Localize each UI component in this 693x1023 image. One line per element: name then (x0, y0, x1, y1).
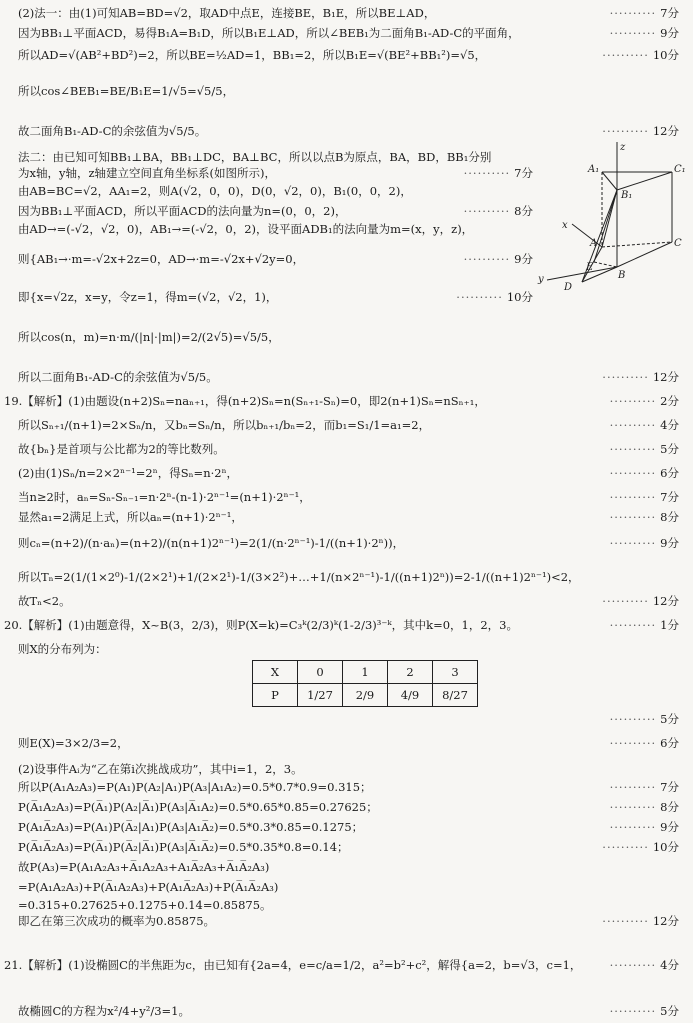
table-cell: 1/27 (298, 684, 343, 707)
table-cell: X (253, 661, 298, 684)
figure-label: B₁ (621, 190, 633, 201)
table-cell: 2/9 (343, 684, 388, 707)
figure-label: E (586, 262, 594, 273)
figure-label: y (538, 274, 544, 285)
figure-label: z (620, 142, 626, 153)
table-row (253, 684, 478, 707)
figure-label: B (618, 270, 626, 281)
table-cell: 4/9 (388, 684, 433, 707)
figure-label: A₁ (588, 164, 600, 175)
table-cell: 0 (298, 661, 343, 684)
distribution-table (252, 660, 478, 707)
figure-label: A (590, 238, 598, 249)
figure-label: D (564, 282, 573, 292)
table-cell: P (253, 684, 298, 707)
table-cell: 8/27 (433, 684, 478, 707)
figure-label: C₁ (674, 164, 686, 175)
table-row (253, 661, 478, 684)
table-cell: 2 (388, 661, 433, 684)
figure-label: C (674, 238, 682, 249)
figure-label: x (562, 220, 568, 231)
table-cell: 3 (433, 661, 478, 684)
prism-figure (532, 142, 687, 292)
table-cell: 1 (343, 661, 388, 684)
